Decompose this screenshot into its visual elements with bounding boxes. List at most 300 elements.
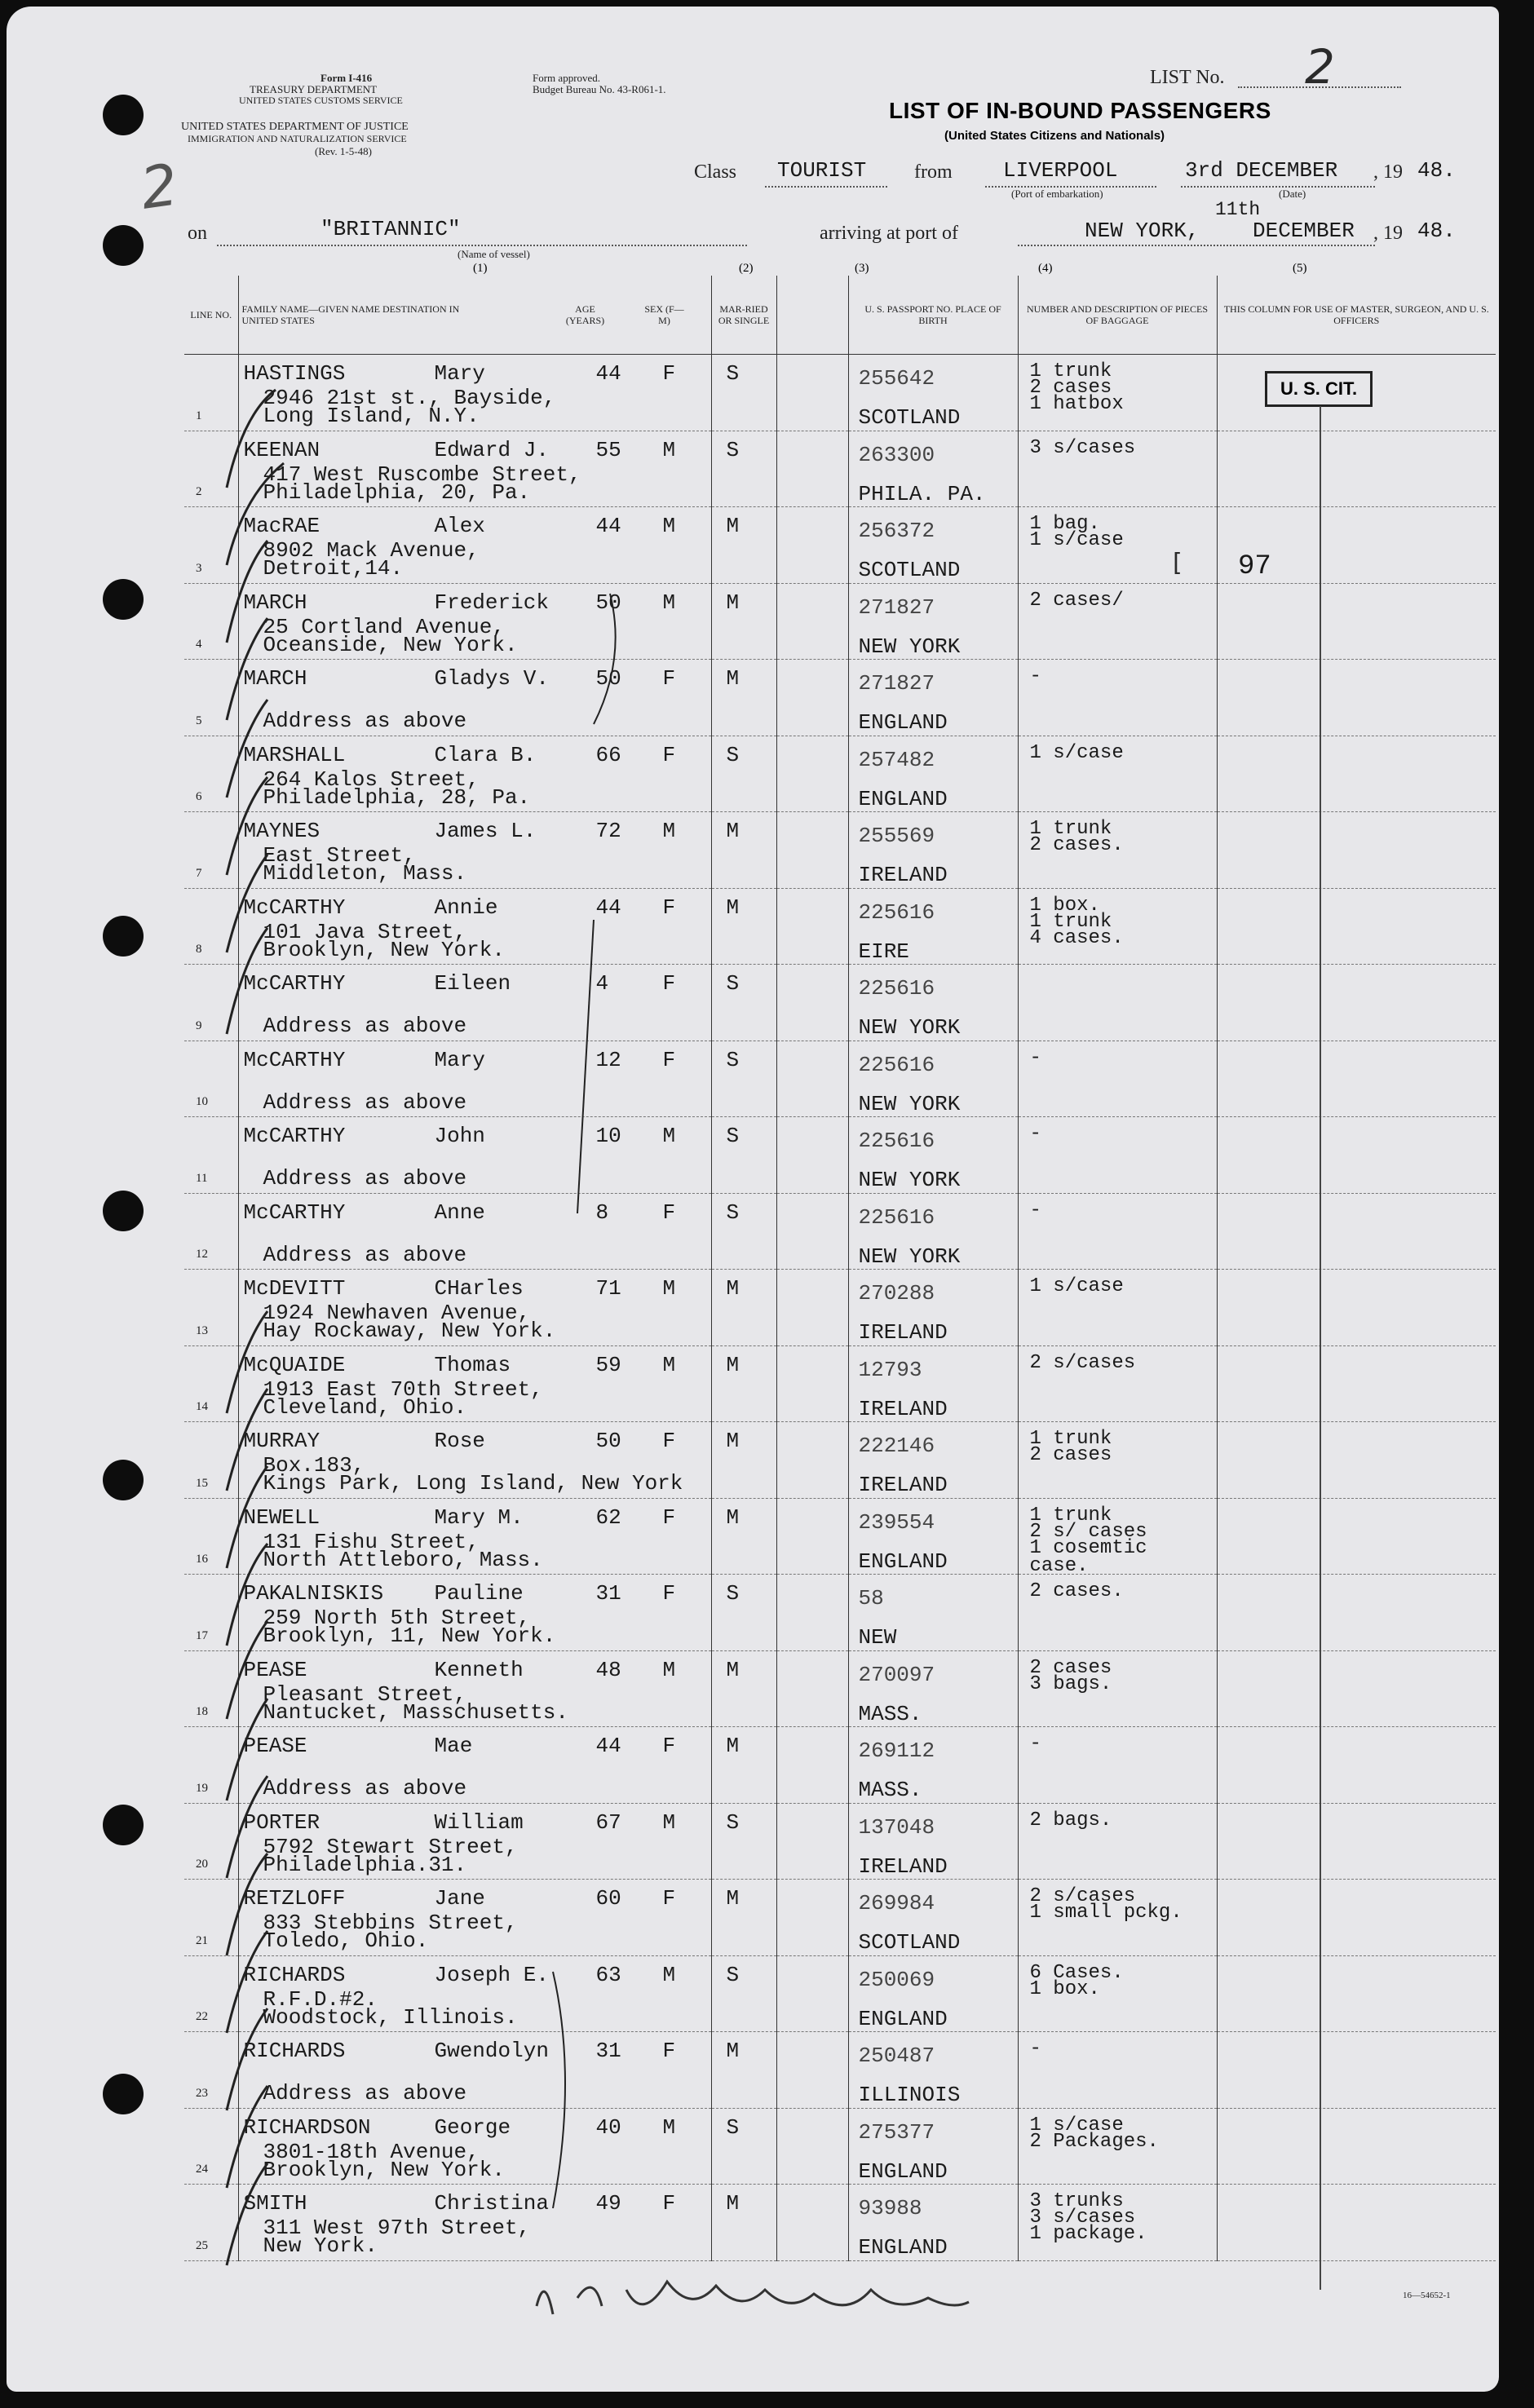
age: 44 [595, 361, 621, 386]
revision: (Rev. 1-5-48) [315, 145, 372, 157]
passport-number: 275377 [858, 2119, 935, 2145]
age: 49 [595, 2191, 621, 2216]
line-number: 14 [196, 1400, 208, 1413]
on-label: on [188, 223, 207, 244]
age: 66 [595, 742, 621, 767]
baggage-item: 1 trunk [1029, 1428, 1112, 1450]
baggage-item: 3 bags. [1029, 1672, 1112, 1695]
line-number: 18 [196, 1705, 208, 1718]
age: 63 [595, 1962, 621, 1987]
sex: F [662, 1886, 676, 1911]
baggage-item: 2 bags. [1029, 1809, 1112, 1831]
family-name: KEENAN [243, 437, 321, 462]
baggage-item: 1 trunk [1029, 360, 1112, 382]
baggage-item: - [1029, 2038, 1041, 2060]
baggage-item: 1 box. [1029, 1977, 1100, 2000]
place-of-birth: NEW [858, 1625, 897, 1650]
baggage-item: 1 trunk [1029, 910, 1112, 933]
given-name: Pauline [434, 1581, 524, 1606]
address-line-2: Address as above [263, 1014, 467, 1038]
baggage-item: 1 package. [1029, 2223, 1147, 2245]
place-of-birth: ENGLAND [858, 1549, 948, 1574]
sex: M [662, 819, 676, 843]
address-line-2: Woodstock, Illinois. [263, 2004, 518, 2030]
marital-status: M [726, 1886, 740, 1911]
arrival-line [1018, 245, 1375, 246]
address-line-2: Middleton, Mass. [263, 861, 467, 886]
address-line-1: Pleasant Street, [263, 1681, 467, 1707]
given-name: Edward J. [434, 437, 549, 462]
address-line-1: 3801-18th Avenue, [263, 2139, 480, 2164]
address-line-2: Philadelphia, 28, Pa. [263, 784, 531, 810]
marital-status: M [726, 1429, 740, 1453]
baggage-item: 2 Packages. [1029, 2130, 1159, 2153]
port-caption: (Port of embarkation) [1011, 188, 1103, 200]
passport-number: 239554 [858, 1509, 935, 1535]
age: 4 [595, 971, 609, 996]
address-line-2: Address as above [263, 1776, 467, 1800]
print-code: 16—54652-1 [1403, 2291, 1451, 2300]
place-of-birth: IRELAND [858, 1320, 948, 1345]
line-number: 8 [196, 943, 202, 956]
passport-number: 225616 [858, 976, 935, 1001]
baggage-item: 1 s/case [1029, 741, 1124, 764]
us-citizen-stamp: U. S. CIT. [1265, 371, 1373, 407]
line-number: 2 [196, 485, 202, 498]
place-of-birth: NEW YORK [858, 1091, 961, 1116]
sex: F [662, 1200, 676, 1225]
address-line-1: 1924 Newhaven Avenue, [263, 1301, 531, 1325]
line-number: 20 [196, 1858, 208, 1871]
sex: F [662, 971, 676, 996]
baggage-item: 2 cases [1029, 1656, 1112, 1679]
place-of-birth: IRELAND [858, 1853, 948, 1879]
baggage-item: 2 cases. [1029, 1580, 1124, 1602]
binder-hole [103, 579, 144, 620]
age: 48 [595, 1657, 621, 1682]
family-name: RICHARDS [243, 2039, 346, 2063]
sex: F [662, 2039, 676, 2063]
line-number: 10 [196, 1095, 208, 1108]
line-number: 19 [196, 1781, 208, 1795]
line-number: 17 [196, 1628, 208, 1642]
marital-status: M [726, 2191, 740, 2216]
line-number: 23 [196, 2086, 208, 2100]
officer-note: 97 [1238, 551, 1271, 582]
binder-hole [103, 2074, 144, 2114]
age: 50 [595, 666, 621, 691]
passport-number: 256372 [858, 519, 935, 543]
arriving-label: arriving at port of [820, 223, 958, 244]
baggage-item: - [1029, 1046, 1041, 1069]
address-line-2: Brooklyn, 11, New York. [263, 1624, 556, 1648]
arrival-port: NEW YORK, [1085, 219, 1200, 243]
arrival-year-prefix: , 19 [1373, 223, 1403, 244]
line-number: 3 [196, 561, 202, 575]
passport-number: 225616 [858, 1052, 935, 1077]
date-line [1181, 186, 1375, 188]
family-name: PAKALNISKIS [243, 1581, 384, 1606]
baggage-item: 2 cases. [1029, 834, 1124, 856]
binder-hole [103, 95, 144, 135]
class-line [765, 186, 887, 188]
line-number: 25 [196, 2238, 208, 2252]
address-line-1: 101 Java Street, [263, 919, 467, 944]
family-name: SMITH [243, 2191, 307, 2216]
family-name: McQUAIDE [243, 1352, 346, 1377]
place-of-birth: EIRE [858, 939, 909, 964]
col-num-1: (1) [473, 262, 488, 275]
address-line-1: 417 West Ruscombe Street, [263, 462, 581, 487]
marital-status: S [726, 1809, 740, 1835]
place-of-birth: IRELAND [858, 863, 948, 887]
address-line-2: Hay Rockaway, New York. [263, 1319, 556, 1343]
given-name: Mary [434, 361, 485, 386]
marital-status: M [726, 514, 740, 538]
address-line-2: Address as above [263, 2081, 467, 2105]
binder-hole [103, 1805, 144, 1845]
marital-status: S [726, 1200, 740, 1225]
place-of-birth: MASS. [858, 1701, 922, 1726]
age: 31 [595, 2039, 621, 2063]
given-name: George [434, 2114, 511, 2140]
vessel-name: "BRITANNIC" [321, 217, 461, 241]
sex: F [662, 1581, 676, 1606]
sex: M [662, 1276, 676, 1301]
marital-status: S [726, 361, 740, 386]
marital-status: M [726, 1352, 740, 1377]
family-name: McCARTHY [243, 1124, 346, 1148]
family-name: McCARTHY [243, 1200, 346, 1225]
address-line-2: Brooklyn, New York. [263, 2157, 505, 2182]
given-name: Mary [434, 1047, 485, 1072]
given-name: Gladys V. [434, 666, 549, 691]
place-of-birth: SCOTLAND [858, 558, 961, 582]
baggage-item: 1 s/case [1029, 529, 1124, 551]
baggage-item: - [1029, 1199, 1041, 1222]
given-name: Rose [434, 1429, 485, 1453]
line-number: 4 [196, 638, 202, 651]
marital-status: M [726, 590, 740, 615]
family-name: MARSHALL [243, 742, 346, 767]
baggage-item: 1 small pckg. [1029, 1902, 1183, 1924]
col-baggage-header: NUMBER AND DESCRIPTION OF PIECES OF BAGGAGE [1018, 276, 1217, 355]
passport-number: 269984 [858, 1891, 935, 1915]
col-num-4: (4) [1038, 262, 1053, 275]
family-name: PEASE [243, 1734, 307, 1758]
baggage-item: 3 s/cases [1029, 2207, 1136, 2229]
age: 8 [595, 1200, 609, 1225]
marital-status: M [726, 1276, 740, 1301]
place-of-birth: SCOTLAND [858, 1930, 961, 1955]
address-line-2: Address as above [263, 709, 467, 733]
age: 40 [595, 2114, 621, 2140]
given-name: Eileen [434, 971, 511, 996]
family-name: PORTER [243, 1809, 321, 1835]
marital-status: M [726, 1657, 740, 1682]
table-header [184, 276, 1496, 355]
address-line-2: Philadelphia.31. [263, 1852, 467, 1877]
family-name: RICHARDS [243, 1962, 346, 1987]
port-of-embarkation: LIVERPOOL [1003, 158, 1118, 183]
baggage-item: 1 cosemtic case. [1029, 1536, 1147, 1575]
marital-status: M [726, 2039, 740, 2063]
baggage-item: - [1029, 1123, 1041, 1145]
given-name: Christina [434, 2191, 549, 2216]
passport-number: 93988 [858, 2196, 922, 2220]
sex: M [662, 590, 676, 615]
sex: M [662, 1352, 676, 1377]
marital-status: M [726, 819, 740, 843]
sex: F [662, 1429, 676, 1453]
place-of-birth: ENGLAND [858, 2158, 948, 2184]
place-of-birth: SCOTLAND [858, 405, 961, 430]
age: 12 [595, 1047, 621, 1072]
arrival-day: 11th [1215, 199, 1261, 220]
embark-year-prefix: , 19 [1373, 161, 1403, 183]
class-label: Class [694, 161, 737, 183]
place-of-birth: ILLINOIS [858, 2083, 961, 2107]
officer-bracket: [ [1173, 549, 1183, 577]
col-married-header: MAR-RIED OR SINGLE [711, 276, 776, 355]
passport-number: 222146 [858, 1434, 935, 1458]
age: 50 [595, 590, 621, 615]
place-of-birth: ENGLAND [858, 710, 948, 735]
address-line-2: Nantucket, Masschusetts. [263, 1699, 568, 1725]
sex: M [662, 514, 676, 538]
family-name: McCARTHY [243, 971, 346, 996]
from-label: from [914, 161, 953, 183]
address-line-2: Kings Park, Long Island, New York [263, 1471, 683, 1496]
passport-number: 250069 [858, 1967, 935, 1992]
sex: F [662, 666, 676, 691]
passport-number: 58 [858, 1586, 884, 1610]
age: 44 [595, 514, 621, 538]
age: 55 [595, 437, 621, 462]
line-number: 13 [196, 1323, 208, 1337]
given-name: Mary M. [434, 1504, 524, 1530]
address-line-2: Oceanside, New York. [263, 632, 518, 657]
budget-bureau: Budget Bureau No. 43-R061-1. [533, 83, 666, 95]
signature-scribble [528, 2265, 985, 2331]
family-name: RETZLOFF [243, 1886, 346, 1911]
sex: M [662, 2114, 676, 2140]
baggage-item: 2 cases [1029, 1444, 1112, 1466]
given-name: Thomas [434, 1352, 511, 1377]
family-name: MacRAE [243, 514, 321, 538]
col-passport-header: U. S. PASSPORT NO. PLACE OF BIRTH [848, 276, 1018, 355]
justice-dept: UNITED STATES DEPARTMENT OF JUSTICE [181, 121, 409, 133]
ins-service: IMMIGRATION AND NATURALIZATION SERVICE [188, 133, 407, 144]
address-line-2: Detroit,14. [263, 556, 404, 581]
address-line-1: 833 Stebbins Street, [263, 1911, 518, 1935]
passport-number: 270097 [858, 1662, 935, 1687]
line-number: 5 [196, 714, 202, 727]
name-header-label: FAMILY NAME—GIVEN NAME DESTINATION IN UNITED STATES [241, 303, 460, 326]
place-of-birth: ENGLAND [858, 2006, 948, 2031]
sex: F [662, 361, 676, 386]
family-name: McCARTHY [243, 895, 346, 920]
binder-hole [103, 916, 144, 957]
address-line-1: 1913 East 70th Street, [263, 1376, 543, 1402]
binder-hole [103, 1191, 144, 1231]
baggage-item: 2 cases/ [1029, 589, 1124, 612]
family-name: PEASE [243, 1657, 307, 1682]
binder-hole [103, 225, 144, 266]
sex: F [662, 742, 676, 767]
given-name: Joseph E. [434, 1962, 549, 1987]
place-of-birth: NEW YORK [858, 1168, 961, 1192]
passport-number: 271827 [858, 671, 935, 696]
passport-number: 225616 [858, 899, 935, 925]
col-num-2: (2) [739, 262, 754, 275]
page-title: LIST OF IN-BOUND PASSENGERS [889, 98, 1271, 123]
col-name-header [238, 276, 711, 355]
passport-number: 270288 [858, 1281, 935, 1306]
class-value: TOURIST [777, 158, 867, 183]
family-name: RICHARDSON [243, 2114, 371, 2140]
arrival-year: 48. [1417, 219, 1456, 243]
family-name: HASTINGS [243, 361, 346, 386]
family-name: MURRAY [243, 1429, 321, 1453]
given-name: Frederick [434, 590, 549, 615]
passport-number: 250487 [858, 2043, 935, 2068]
marital-status: S [726, 1124, 740, 1148]
sex: M [662, 437, 676, 462]
address-line-2: Cleveland, Ohio. [263, 1394, 467, 1420]
page-subtitle: (United States Citizens and Nationals) [944, 129, 1165, 143]
address-line-1: 131 Fishu Street, [263, 1529, 480, 1554]
manifest-sheet [7, 7, 1499, 2392]
place-of-birth: PHILA. PA. [858, 481, 986, 506]
marital-status: M [726, 895, 740, 920]
line-number: 1 [196, 409, 202, 422]
marital-status: M [726, 666, 740, 691]
given-name: William [434, 1809, 524, 1835]
baggage-item: - [1029, 665, 1041, 687]
line-number: 9 [196, 1018, 202, 1032]
age: 60 [595, 1886, 621, 1911]
age: 50 [595, 1429, 621, 1453]
line-number: 22 [196, 2010, 208, 2023]
passport-number: 12793 [858, 1357, 922, 1382]
vessel-line [217, 245, 747, 246]
address-line-2: Philadelphia, 20, Pa. [263, 479, 531, 505]
place-of-birth: MASS. [858, 1778, 922, 1802]
baggage-item: 3 trunks [1029, 2190, 1124, 2212]
age-header-label: AGE (YEARS) [565, 303, 605, 326]
sex: M [662, 1657, 676, 1682]
address-line-2: Toledo, Ohio. [263, 1929, 429, 1953]
handwritten-marks [170, 365, 757, 2290]
family-name: MAYNES [243, 819, 321, 843]
line-number: 12 [196, 1248, 208, 1261]
baggage-item: - [1029, 1733, 1041, 1755]
col-num-5: (5) [1293, 262, 1307, 275]
address-line-2: New York. [263, 2233, 378, 2258]
given-name: Kenneth [434, 1657, 524, 1682]
line-number: 15 [196, 1476, 208, 1490]
marital-status: S [726, 2114, 740, 2140]
given-name: Jane [434, 1886, 485, 1911]
address-line-1: 5792 Stewart Street, [263, 1834, 518, 1859]
sex-header-label: SEX (F—M) [644, 303, 684, 326]
col-officers-header: THIS COLUMN FOR USE OF MASTER, SURGEON, AND U. S. OFFICERS [1217, 276, 1496, 355]
given-name: Annie [434, 895, 498, 920]
marital-status: S [726, 1581, 740, 1606]
sex: F [662, 1504, 676, 1530]
place-of-birth: NEW YORK [858, 1244, 961, 1269]
baggage-item: 1 hatbox [1029, 393, 1124, 415]
age: 44 [595, 1734, 621, 1758]
sex: F [662, 895, 676, 920]
address-line-2: Address as above [263, 1089, 467, 1115]
age: 62 [595, 1504, 621, 1530]
customs-service: UNITED STATES CUSTOMS SERVICE [239, 95, 403, 106]
baggage-item: 1 bag. [1029, 513, 1100, 535]
marital-status: M [726, 1734, 740, 1758]
address-line-1: East Street, [263, 843, 416, 868]
address-line-2: Address as above [263, 1166, 467, 1191]
passport-number: 225616 [858, 1129, 935, 1153]
given-name: John [434, 1124, 485, 1148]
given-name: Gwendolyn [434, 2039, 549, 2063]
line-number: 6 [196, 790, 202, 803]
line-number: 11 [196, 1171, 208, 1185]
given-name: Mae [434, 1734, 473, 1758]
col-passport-header-spacer [776, 276, 848, 355]
given-name: Alex [434, 514, 485, 538]
baggage-item: 1 s/case [1029, 2114, 1124, 2136]
baggage-item: 2 cases [1029, 377, 1112, 399]
given-name: James L. [434, 819, 537, 843]
age: 44 [595, 895, 621, 920]
address-line-1: 8902 Mack Avenue, [263, 538, 480, 563]
address-line-2: Long Island, N.Y. [263, 404, 480, 428]
family-name: McCARTHY [243, 1047, 346, 1072]
address-line-1: 311 West 97th Street, [263, 2216, 531, 2240]
arrival-month: DECEMBER [1253, 219, 1355, 243]
place-of-birth: IRELAND [858, 1473, 948, 1497]
treasury-dept: TREASURY DEPARTMENT [250, 83, 378, 95]
age: 72 [595, 819, 621, 843]
list-label: LIST No. [1150, 67, 1225, 88]
family-name: MARCH [243, 590, 307, 615]
place-of-birth: NEW YORK [858, 1015, 961, 1040]
passport-number: 257482 [858, 747, 935, 772]
marital-status: S [726, 1962, 740, 1987]
place-of-birth: NEW YORK [858, 634, 961, 659]
given-name: CHarles [434, 1276, 524, 1301]
address-line-2: Address as above [263, 1242, 467, 1267]
address-line-1: 25 Cortland Avenue, [263, 614, 505, 639]
family-name: MARCH [243, 666, 307, 691]
vessel-caption: (Name of vessel) [458, 248, 530, 260]
baggage-item: 6 Cases. [1029, 1961, 1124, 1984]
age: 71 [595, 1276, 621, 1301]
binder-hole [103, 1460, 144, 1500]
address-line-1: R.F.D.#2. [263, 1986, 378, 2012]
address-line-1: 259 North 5th Street, [263, 1606, 531, 1630]
sex: F [662, 1734, 676, 1758]
sex: M [662, 1809, 676, 1835]
age: 10 [595, 1124, 621, 1148]
age: 31 [595, 1581, 621, 1606]
place-of-birth: IRELAND [858, 1396, 948, 1421]
embark-year: 48. [1417, 158, 1456, 183]
sex: M [662, 1124, 676, 1148]
stamp-line [1320, 406, 1321, 2290]
